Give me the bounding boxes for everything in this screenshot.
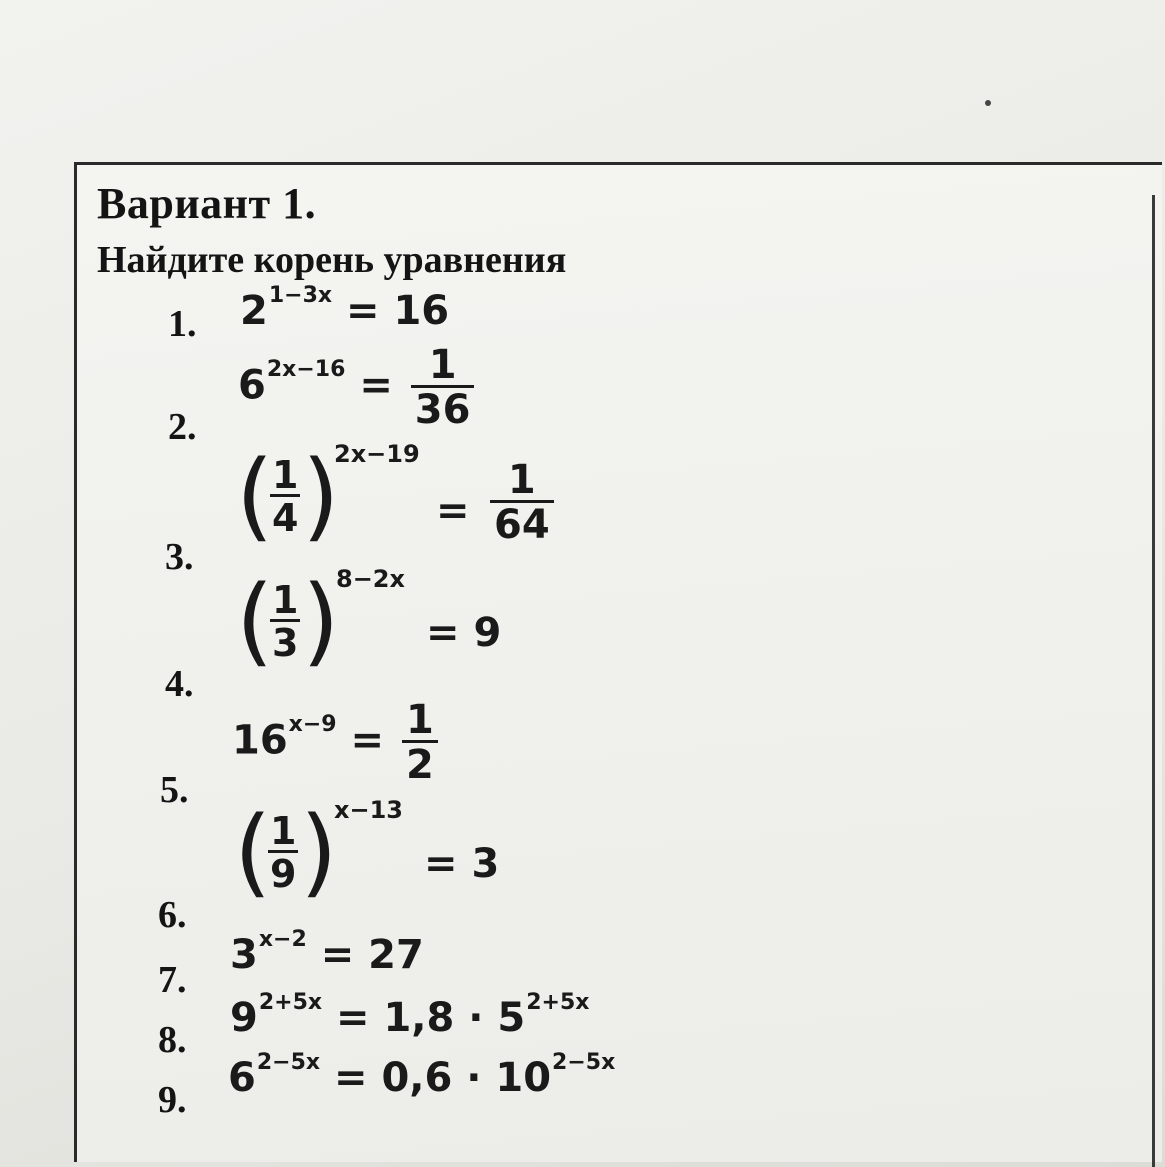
equation-9: $6^{2-5x} = 0,6 \cdot 10^{2-5x}$: [228, 1049, 616, 1101]
right-border-line: [1152, 195, 1155, 1167]
equation-7: $3^{x-2} = 27$: [230, 926, 424, 978]
item-number: 4.: [165, 663, 194, 705]
item-number: 7.: [158, 959, 187, 1001]
equation-4: ( 1 3 ) 8−2x = 9: [236, 565, 502, 677]
item-number: 5.: [160, 769, 189, 811]
equation-6: ( 1 9 ) x−13 = 3: [234, 796, 500, 908]
item-number: 8.: [158, 1019, 187, 1061]
item-number: 3.: [165, 536, 194, 578]
item-number: 6.: [158, 894, 187, 936]
task-instruction: Найдите корень уравнения: [97, 239, 567, 281]
equation-3: ( 1 4 ) 2x−19 = $\frac{1}{64}$: [236, 440, 566, 560]
paper-speck: [985, 100, 991, 106]
equation-2: $6^{2x-16}$ = $\frac{1}{36}$: [238, 345, 478, 430]
item-number: 1.: [168, 303, 197, 345]
equation-8: $9^{2+5x} = 1,8 \cdot 5^{2+5x}$: [230, 989, 590, 1041]
equation-5: $16^{x-9}$ = $\frac{1}{2}$: [232, 700, 442, 785]
item-number: 2.: [168, 406, 197, 448]
equation-1: $2^{1-3x} = 16$: [240, 282, 450, 334]
variant-title: Вариант 1.: [97, 179, 317, 228]
item-number: 9.: [158, 1079, 187, 1121]
